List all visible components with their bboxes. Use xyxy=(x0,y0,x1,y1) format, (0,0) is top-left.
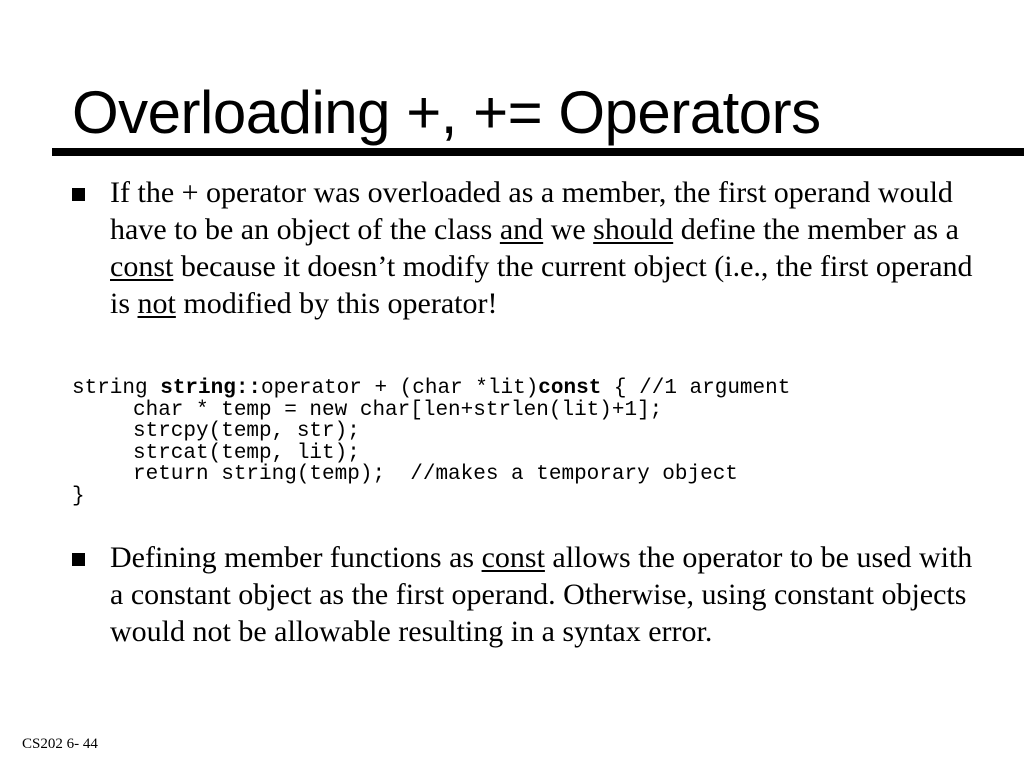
code-token: string xyxy=(72,377,161,400)
code-token: { //1 argument xyxy=(601,377,791,400)
bullet-text-1 xyxy=(110,174,992,322)
bullet-item-1 xyxy=(72,174,992,322)
title-underline-rule xyxy=(52,148,1024,156)
square-bullet-icon xyxy=(72,553,85,566)
bullet-text-2 xyxy=(110,539,992,650)
code-line-4: strcat(temp, lit); xyxy=(133,441,360,465)
slide-title: Overloading +, += Operators xyxy=(72,79,821,146)
bullet-1-text-part: we xyxy=(543,213,594,246)
underlined-word-should: should xyxy=(593,213,674,246)
code-line-3: strcpy(temp, str); xyxy=(133,420,360,443)
underlined-word-not: not xyxy=(137,287,176,320)
code-line-6: } xyxy=(72,484,85,508)
code-token: operator + (char *lit) xyxy=(261,377,539,400)
square-bullet-icon xyxy=(72,188,85,201)
code-line-2: char * temp = new char[len+strlen(lit)+1]; xyxy=(133,398,663,422)
code-token-bold: const xyxy=(538,377,602,400)
underlined-word-and: and xyxy=(499,213,544,246)
code-line-1 xyxy=(72,377,790,400)
code-line-5: return string(temp); //makes a temporary object xyxy=(133,463,738,486)
bullet-1-text-part: define the member as a xyxy=(673,213,959,246)
bullet-1-text-part: If the + operator was overloaded as a member, the first operand would have to be an object of the class xyxy=(110,176,953,246)
slide-footer: CS202 6- 44 xyxy=(22,736,98,752)
bullet-1-text-part: because it doesn’t modify the current object (i.e., the first operand is xyxy=(110,250,973,320)
bullet-2-text-part: Defining member functions as xyxy=(110,541,482,574)
bullet-1-text-part: modified by this operator! xyxy=(175,287,498,320)
bullet-2-text-part: allows the operator to be used with a constant object as the first operand. Otherwise, using constant objects would not be allowable resulting in a syntax error. xyxy=(110,541,973,648)
code-block xyxy=(72,378,790,507)
underlined-word-const: const xyxy=(481,541,545,574)
underlined-word-const: const xyxy=(110,250,174,283)
code-token-bold: string:: xyxy=(160,377,262,400)
bullet-item-2 xyxy=(72,539,992,650)
